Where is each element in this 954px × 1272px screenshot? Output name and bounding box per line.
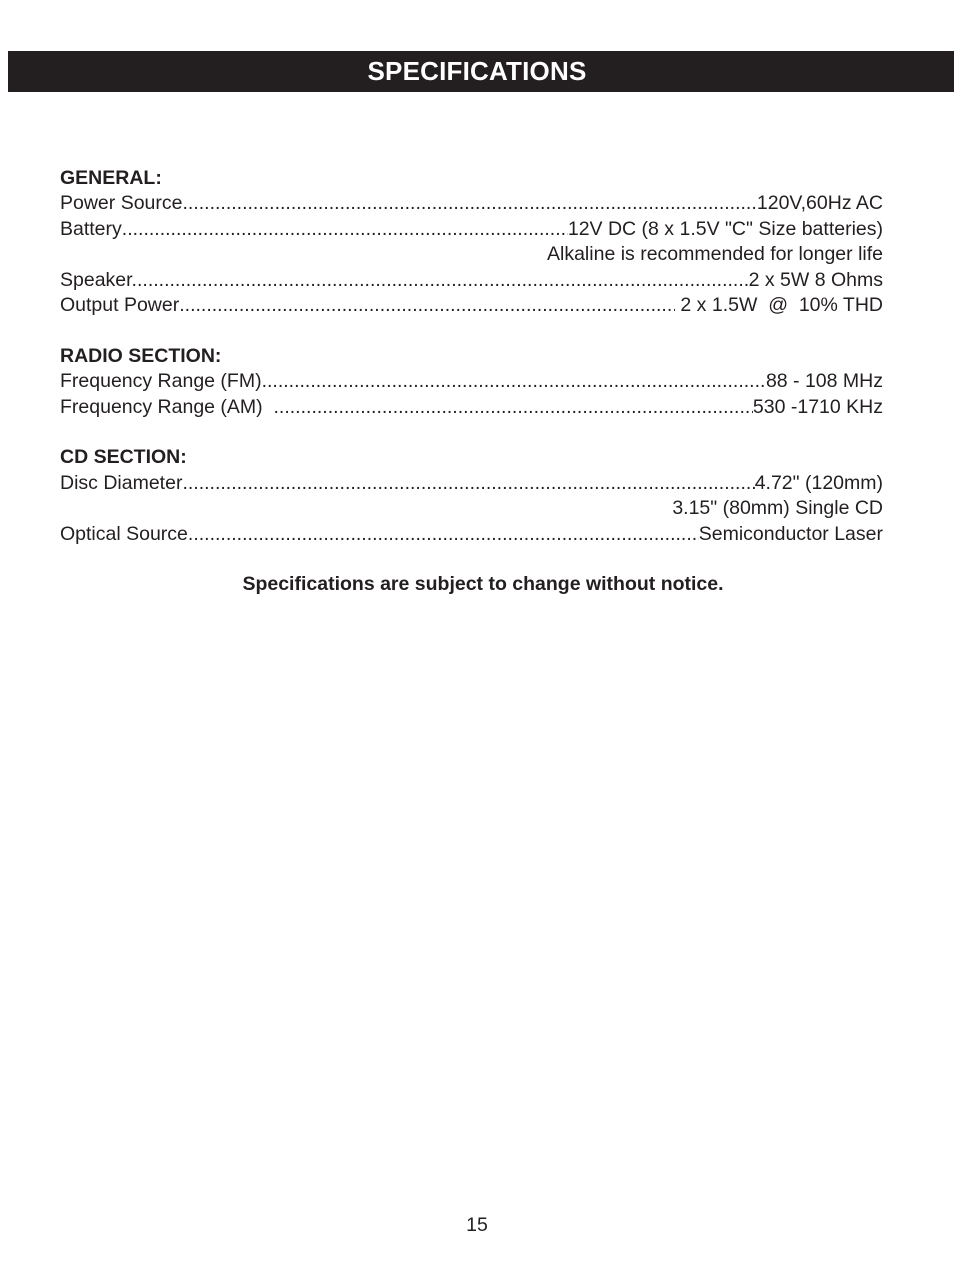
spec-row-am — [60, 395, 883, 420]
section-spacer — [60, 420, 883, 445]
spec-label: Frequency Range (FM) — [60, 370, 262, 393]
radio-heading: RADIO SECTION: — [60, 344, 222, 367]
spec-label: Speaker. — [60, 268, 137, 291]
dot-leader — [182, 191, 756, 216]
dot-leader — [262, 369, 766, 394]
spec-row-disc-diameter — [60, 471, 883, 496]
spec-value: 2 x 5W 8 Ohms — [748, 268, 883, 291]
dot-leader — [179, 293, 675, 318]
spec-value-continuation: 3.15" (80mm) Single CD — [672, 497, 883, 520]
cd-heading: CD SECTION: — [60, 446, 187, 469]
dot-leader — [274, 395, 753, 420]
spec-row-battery — [60, 217, 883, 242]
spec-value: Semiconductor Laser — [698, 522, 883, 545]
spec-row-optical-source — [60, 522, 883, 547]
spec-value-continuation: Alkaline is recommended for longer life — [547, 243, 883, 266]
spec-label: Disc Diameter — [60, 471, 183, 494]
general-heading: GENERAL: — [60, 167, 162, 189]
specifications-list — [60, 166, 883, 547]
spec-value: 530 -1710 KHz — [752, 395, 883, 418]
spec-row-speaker — [60, 268, 883, 293]
spec-row-fm — [60, 369, 883, 394]
spec-label: Battery — [60, 217, 122, 240]
spec-value: 2 x 1.5W @ 10% THD — [675, 293, 883, 316]
dot-leader — [122, 217, 568, 242]
spec-value: 12V DC (8 x 1.5V "C" Size batteries) — [567, 217, 883, 240]
spec-label: Frequency Range (AM) — [60, 395, 274, 418]
spec-label: Power Source — [60, 192, 183, 215]
page-title-bar — [8, 51, 954, 92]
spec-label: Optical Source — [60, 522, 188, 545]
spec-row-power-source — [60, 191, 883, 216]
dot-leader — [137, 268, 749, 293]
spec-label: Output Power — [60, 293, 180, 316]
spec-value: 120V,60Hz AC — [756, 192, 883, 215]
page-number: 15 — [466, 1214, 488, 1236]
dot-leader — [188, 522, 699, 547]
page-title: SPECIFICATIONS — [367, 56, 587, 86]
spec-value: 88 - 108 MHz — [765, 370, 883, 393]
spec-row-output-power — [60, 293, 883, 318]
change-notice: Specifications are subject to change without notice. — [242, 573, 724, 595]
spec-value: 4.72" (120mm) — [754, 471, 883, 494]
section-spacer — [60, 318, 883, 343]
dot-leader — [182, 471, 754, 496]
